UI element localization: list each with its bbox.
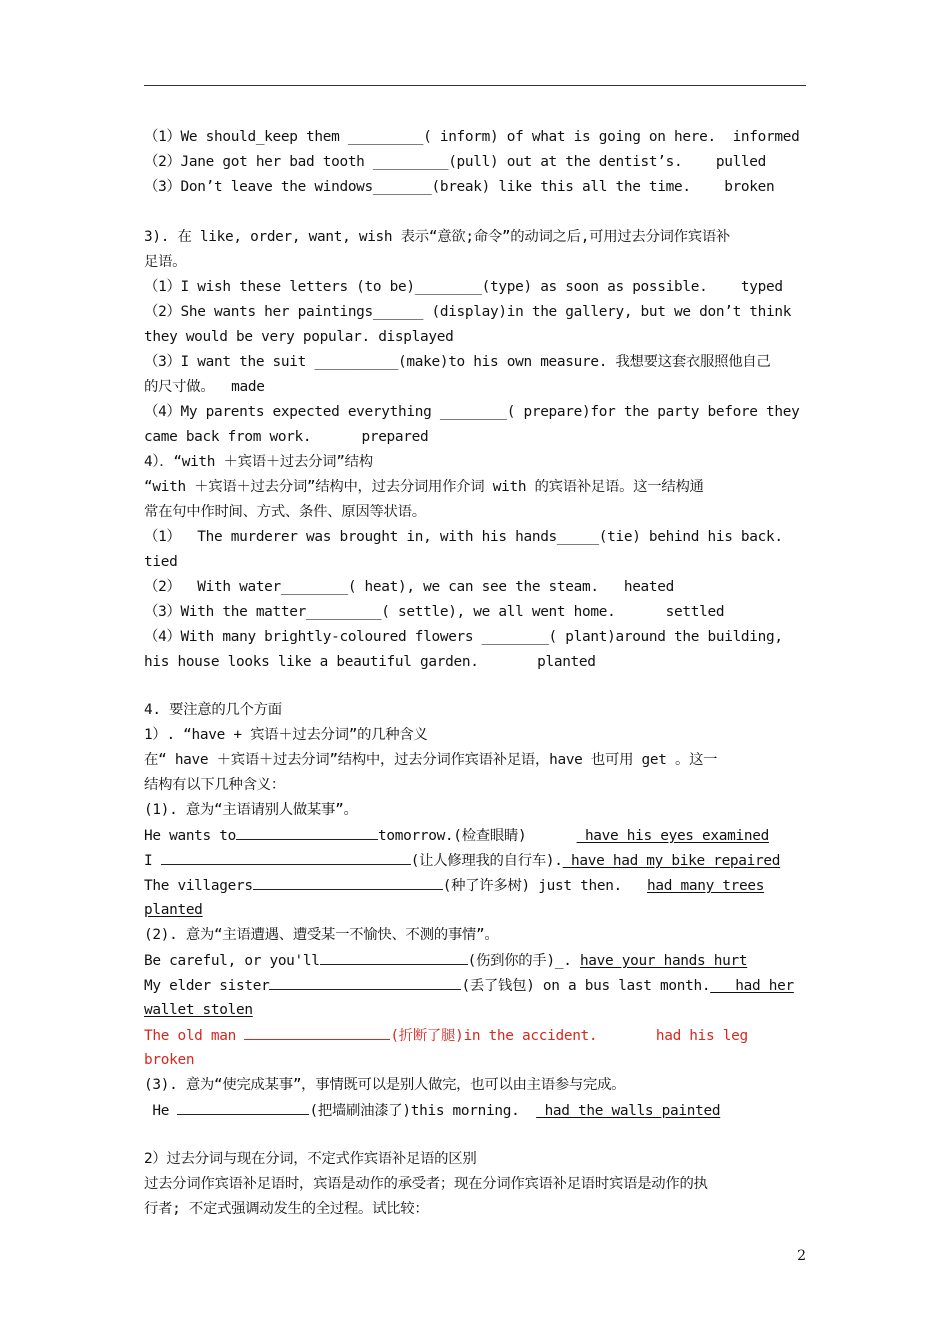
highlighted-exercise-line [144,1025,806,1046]
sentence-start: I [144,853,161,869]
answer-blank [177,1100,309,1115]
subsection-heading: 1）. “have + 宾语＋过去分词”的几种含义 [144,727,428,743]
sentence-end: (让人修理我的自行车). [410,853,563,869]
section-heading: 3). 在 like, order, want, wish 表示“意欲;命令”的动词之后,可用过去分词作宾语补 [144,229,731,245]
answer-text: have his eyes examined [576,828,769,844]
answer-blank [161,850,411,865]
exercise-line: （4）With many brightly-coloured flowers ________( plant)around the building, [144,629,783,645]
exercise-line: （4）My parents expected everything ________( prepare)for the party before they [144,404,800,420]
exercise-line: （1）We should_keep them _________( inform) of what is going on here. informed [144,129,800,145]
exercise-line [144,1000,806,1020]
answer-text: had her [710,978,794,994]
subsection-heading: 2）过去分词与现在分词，不定式作宾语补足语的区别 [144,1151,477,1167]
exercise-line: （3）With the matter_________( settle), we all went home. settled [144,604,725,620]
exercise-line [144,950,806,971]
exercise-line [144,1100,806,1121]
exercise-line: 的尺寸做。 made [144,379,265,395]
sentence-end: (种了许多树) just then. [442,878,648,894]
exercise-line: （2） With water________( heat), we can see the steam. heated [144,579,675,595]
exercise-line [144,850,806,871]
answer-blank [244,1025,390,1040]
exercise-line: came back from work. prepared [144,429,429,445]
sentence-start: He [144,1103,178,1119]
answer-text: planted [144,902,203,918]
exercise-line: （1）I wish these letters (to be)________(type) as soon as possible. typed [144,279,783,295]
exercise-line [144,900,806,920]
section-heading: 4. 要注意的几个方面 [144,702,282,718]
exercise-line: （2）She wants her paintings______ (display)in the gallery, but we don’t think [144,304,792,320]
answer-text: had his leg [655,1028,748,1044]
sentence-end: (伤到你的手)_. [467,953,580,969]
highlighted-exercise-line [144,1050,806,1070]
sentence-end: (折断了腿)in the accident. [390,1028,656,1044]
page-number: 2 [797,1248,806,1264]
answer-blank [236,825,378,840]
meaning-heading: (3). 意为“使完成某事”，事情既可以是别人做完，也可以由主语参与完成。 [144,1077,626,1093]
sentence-start: The villagers [144,878,253,894]
exercise-line: （1） The murderer was brought in, with his hands_____(tie) behind his back. [144,529,783,545]
answer-text: broken [144,1052,195,1068]
meaning-heading: (2). 意为“主语遭遇、遭受某一不愉快、不测的事情”。 [144,927,499,943]
paragraph-line: “with ＋宾语＋过去分词”结构中，过去分词用作介词 with 的宾语补足语。这一结构通 [144,479,704,495]
answer-blank [253,875,443,890]
answer-text: have your hands hurt [579,953,748,969]
exercise-line: his house looks like a beautiful garden. planted [144,654,596,670]
paragraph-line: 过去分词作宾语补足语时，宾语是动作的承受者；现在分词作宾语补足语时宾语是动作的执 [144,1176,708,1192]
header-rule [144,85,806,86]
answer-text: have had my bike repaired [562,853,781,869]
exercise-line: （2）Jane got her bad tooth _________(pull) out at the dentist’s. pulled [144,154,767,170]
paragraph-line: 行者; 不定式强调动发生的全过程。试比较： [144,1201,429,1217]
sentence-end: (把墙刷油漆了)this morning. [309,1103,537,1119]
sentence-end: tomorrow.(检查眼睛) [378,828,577,844]
paragraph-line: 结构有以下几种含义： [144,777,285,793]
exercise-line [144,875,806,896]
section-heading: 4）．“with ＋宾语＋过去分词”结构 [144,454,373,470]
exercise-line: （3）Don’t leave the windows_______(break) like this all the time. broken [144,179,775,195]
sentence-start: The old man [144,1028,245,1044]
sentence-start: He wants to [144,828,237,844]
exercise-line [144,825,806,846]
sentence-start: Be careful, or you'll [144,953,320,969]
answer-text: wallet stolen [144,1002,253,1018]
exercise-line: tied [144,554,178,570]
section-heading: 足语。 [144,254,187,270]
paragraph-line: 在“ have ＋宾语＋过去分词”结构中，过去分词作宾语补足语，have 也可用 get 。这一 [144,752,718,768]
sentence-end: (丢了钱包) on a bus last month. [461,978,711,994]
paragraph-line: 常在句中作时间、方式、条件、原因等状语。 [144,504,426,520]
exercise-line: they would be very popular. displayed [144,329,454,345]
sentence-start: My elder sister [144,978,270,994]
exercise-line [144,975,806,996]
answer-blank [269,975,461,990]
meaning-heading: (1). 意为“主语请别人做某事”。 [144,802,358,818]
answer-blank [320,950,468,965]
answer-text: had many trees [647,878,765,894]
exercise-line: （3）I want the suit __________(make)to his own measure. 我想要这套衣服照他自己 [144,354,771,370]
answer-text: had the walls painted [536,1103,721,1119]
